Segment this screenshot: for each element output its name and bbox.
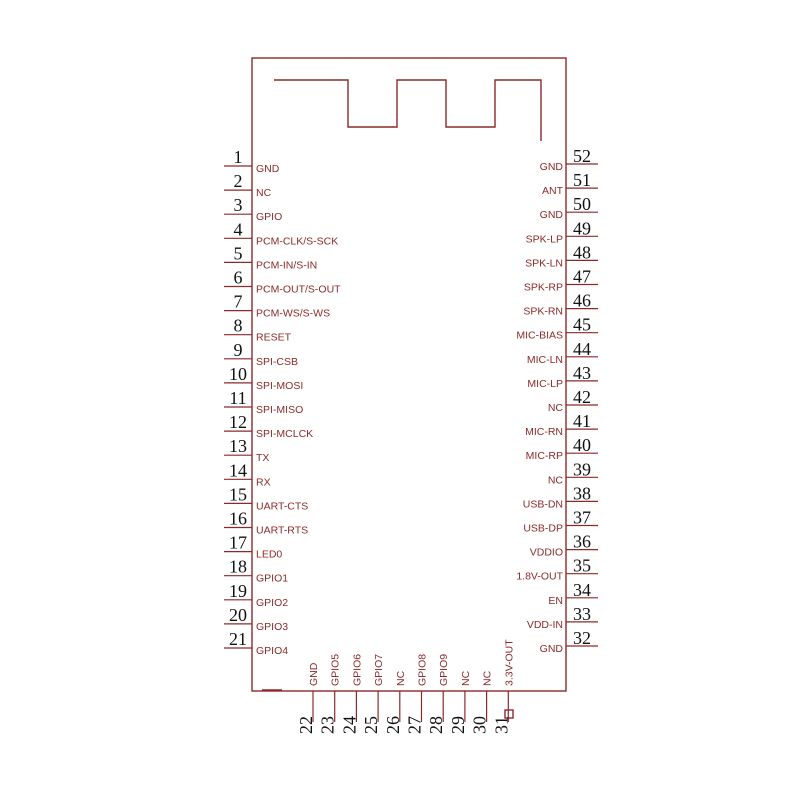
- pin-label: SPI-MCLCK: [256, 428, 314, 441]
- pin-label: TX: [256, 452, 270, 465]
- pin-label: GND: [539, 209, 563, 222]
- pin-number: 44: [573, 338, 591, 359]
- pin-label: VDDIO: [529, 546, 563, 559]
- pin-number: 23: [317, 716, 338, 734]
- pin-label: GPIO7: [373, 653, 386, 686]
- pin-number: 22: [296, 716, 316, 734]
- pin-number: 6: [233, 267, 243, 288]
- pin-label: SPK-RN: [523, 305, 563, 318]
- pin-number: 27: [404, 716, 425, 734]
- bottom-pin: [296, 662, 320, 734]
- pin-label: GPIO2: [256, 596, 289, 609]
- pin-number: 5: [233, 243, 243, 264]
- right-pin: [516, 556, 598, 583]
- pin-number: 14: [229, 460, 247, 481]
- bottom-pin: [339, 654, 363, 734]
- pin-label: SPI-CSB: [256, 355, 299, 368]
- pin-number: 16: [229, 508, 247, 529]
- pin-number: 24: [339, 716, 360, 734]
- pin-label: EN: [548, 594, 563, 607]
- right-pin: [523, 483, 598, 510]
- pin-number: 31: [491, 716, 512, 734]
- pin-label: GND: [539, 161, 563, 173]
- pin-label: SPK-LN: [525, 257, 563, 270]
- pin-label: SPI-MISO: [256, 404, 304, 416]
- pin-number: 46: [573, 290, 591, 311]
- right-pin: [530, 532, 598, 559]
- pin-label: PCM-OUT/S-OUT: [256, 283, 341, 296]
- pin-number: 26: [382, 716, 403, 734]
- bottom-pin: [426, 654, 450, 734]
- pin-number: 34: [573, 579, 591, 600]
- right-pin: [540, 628, 598, 655]
- pin-label: GND: [308, 662, 320, 686]
- pin-label: NC: [256, 187, 272, 200]
- pin-label: ANT: [542, 185, 563, 198]
- pin-number: 41: [573, 411, 591, 432]
- right-pin: [525, 411, 598, 438]
- right-pin: [526, 218, 598, 245]
- pin-label: SPK-RP: [523, 281, 563, 294]
- pin-number: 28: [426, 716, 447, 734]
- pin-number: 8: [233, 315, 243, 336]
- pin-number: 17: [229, 532, 247, 553]
- pin-number: 11: [229, 388, 247, 408]
- pin-label: MIC-LP: [527, 377, 563, 390]
- right-pin: [548, 580, 598, 607]
- pin-label: NC: [459, 670, 472, 686]
- pin-label: USB-DP: [523, 522, 563, 535]
- pin-number: 3: [233, 195, 243, 216]
- pin-label: GPIO3: [256, 620, 289, 633]
- pin-number: 48: [573, 242, 591, 263]
- pin-number: 9: [233, 339, 243, 360]
- pin-number: 13: [229, 436, 247, 457]
- pin-label: RX: [256, 476, 271, 489]
- pin-number: 10: [229, 363, 247, 384]
- pin-label: GPIO9: [438, 653, 451, 686]
- pin-number: 42: [573, 387, 591, 407]
- pin-label: PCM-CLK/S-SCK: [256, 235, 339, 248]
- pin-label: GND: [539, 643, 563, 655]
- pin-number: 45: [573, 314, 591, 335]
- pin-number: 18: [229, 556, 247, 577]
- pin-label: NC: [547, 402, 563, 414]
- pin-number: 43: [573, 362, 591, 383]
- left-pin: [224, 629, 288, 657]
- pin-number: 1: [233, 147, 243, 167]
- pin-number: 25: [361, 716, 382, 734]
- module-body-outline: [252, 58, 566, 691]
- pin-number: 7: [233, 291, 243, 312]
- pin-number: 33: [573, 603, 591, 624]
- pin-label: RESET: [256, 331, 292, 344]
- pin-number: 40: [573, 435, 591, 456]
- pin-label: GPIO8: [416, 653, 429, 686]
- pin-label: NC: [481, 670, 494, 686]
- pin-label: UART-CTS: [256, 500, 309, 513]
- bottom-pin-row: [296, 639, 515, 734]
- pin-number: 49: [573, 218, 591, 239]
- bottom-pin: [383, 670, 407, 734]
- bottom-pin: [318, 654, 342, 734]
- pin-label: MIC-RP: [525, 450, 563, 463]
- pin-label: GPIO: [256, 211, 283, 224]
- pin-number: 15: [229, 484, 247, 505]
- pin-label: VDD-IN: [526, 618, 563, 631]
- pin-label: GND: [256, 163, 280, 175]
- pin-label: UART-RTS: [256, 524, 309, 537]
- right-pin: [527, 604, 598, 631]
- right-pin: [540, 194, 598, 221]
- right-pin: [548, 387, 598, 414]
- pin-label: NC: [547, 474, 563, 487]
- pin-label: SPI-MOSI: [256, 379, 304, 392]
- pin-number: 32: [573, 628, 591, 648]
- pin-number: 50: [573, 194, 591, 215]
- pin-number: 12: [229, 412, 247, 433]
- pin-label: 3.3V-OUT: [503, 639, 516, 686]
- right-pin-row: [516, 146, 598, 655]
- pin-label: MIC-RN: [525, 426, 563, 439]
- pin-number: 37: [573, 507, 591, 528]
- pin-number: 35: [573, 555, 591, 576]
- right-pin: [526, 435, 598, 462]
- pin-number: 47: [573, 266, 591, 287]
- right-pin: [527, 339, 598, 366]
- pin-label: GPIO4: [256, 645, 289, 657]
- pin-number: 4: [233, 219, 243, 240]
- pin-label: 1.8V-OUT: [516, 570, 563, 583]
- pin-label: GPIO6: [351, 653, 364, 686]
- bottom-pin: [361, 654, 385, 734]
- right-pin: [540, 146, 598, 173]
- pin-number: 39: [573, 459, 591, 480]
- right-pin: [548, 459, 598, 486]
- pin-number: 2: [233, 171, 243, 192]
- bottom-pin: [491, 639, 515, 734]
- pin-number: 20: [229, 604, 247, 625]
- pin-number: 30: [469, 716, 490, 734]
- pin-number: 51: [573, 170, 591, 191]
- bottom-pin: [448, 670, 472, 734]
- pin-label: MIC-BIAS: [516, 329, 563, 342]
- pin-label: PCM-WS/S-WS: [256, 307, 331, 320]
- left-pin: [224, 171, 272, 199]
- right-pin: [525, 242, 598, 269]
- right-pin: [523, 291, 598, 318]
- left-pin-row: [224, 147, 341, 657]
- antenna-trace-icon: [274, 80, 541, 141]
- pin-label: GPIO1: [256, 572, 289, 585]
- right-pin: [524, 267, 598, 294]
- bottom-pin: [470, 670, 494, 734]
- pin-label: LED0: [256, 548, 283, 561]
- pin-label: USB-DN: [522, 498, 563, 511]
- pin-number: 19: [229, 580, 247, 601]
- bottom-pin: [405, 654, 429, 734]
- pin-number: 21: [229, 629, 247, 649]
- right-pin: [523, 508, 598, 535]
- pin-label: SPK-LP: [525, 233, 563, 246]
- pin-number: 29: [447, 716, 468, 734]
- right-pin: [527, 363, 598, 390]
- pin-label: NC: [394, 670, 407, 686]
- pin-number: 36: [573, 531, 591, 552]
- pin-label: PCM-IN/S-IN: [256, 259, 318, 272]
- pin-number: 38: [573, 483, 591, 504]
- right-pin: [542, 170, 598, 197]
- right-pin: [516, 315, 598, 342]
- pin-number: 52: [573, 146, 591, 166]
- pin-label: MIC-LN: [526, 353, 563, 366]
- pin-label: GPIO5: [329, 653, 342, 686]
